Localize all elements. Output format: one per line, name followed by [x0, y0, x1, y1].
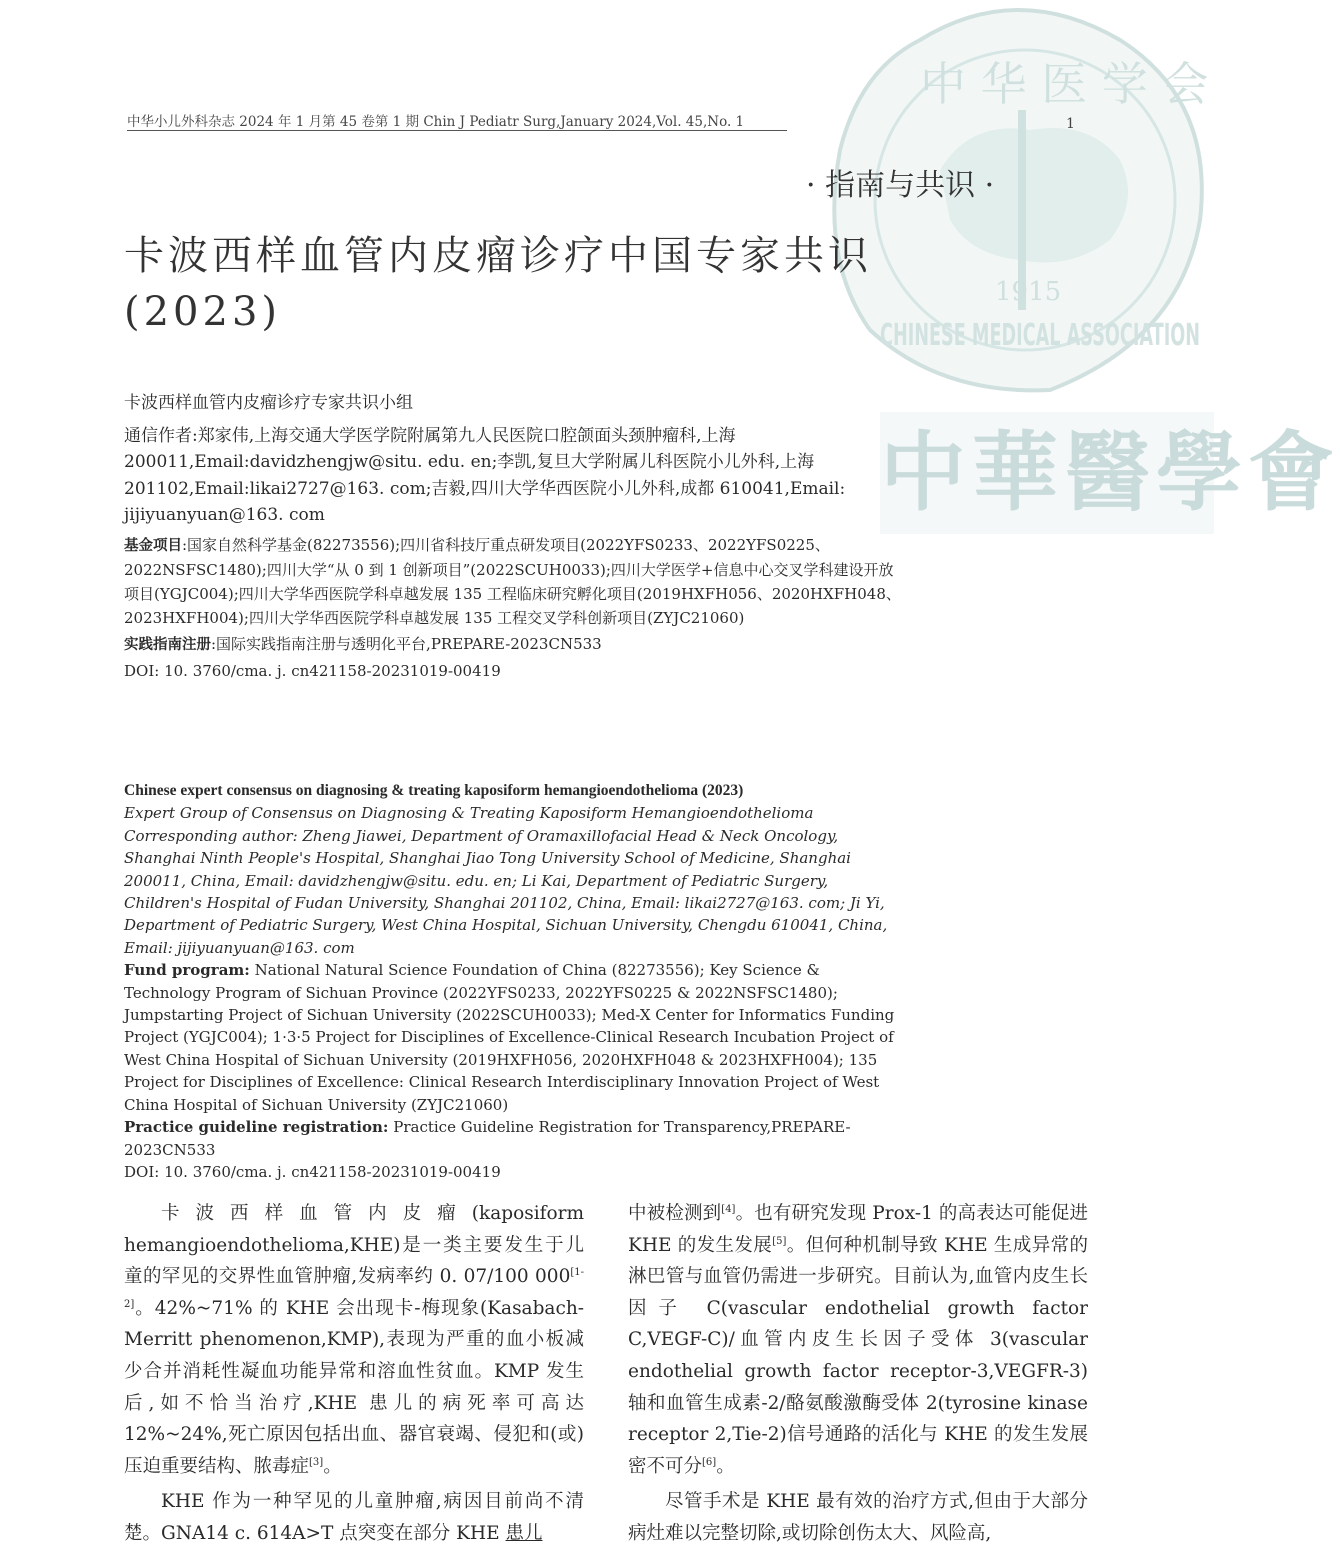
- text-run: 。42%~71% 的 KHE 会出现卡-梅现象(Kasabach-Merritt phenomenon,KMP),表现为严重的血小板减少合并消耗性凝血功能异常和溶血性贫血。KMP 发生后,如不恰当治疗,KHE 患儿的病死率可高达 12%~24%,死亡原因包括出血、器官衰竭、侵犯和(或)压迫重要结构、脓毒症: [124, 1297, 584, 1477]
- calligraphy-watermark: 中華醫學會: [880, 412, 1214, 534]
- title-line-2: (2023): [124, 289, 282, 335]
- english-doi: DOI: 10. 3760/cma. j. cn421158-20231019-00419: [124, 1162, 501, 1181]
- english-registration: [124, 1116, 902, 1161]
- text-run: 中被检测到: [628, 1203, 722, 1224]
- text-run: 。: [323, 1455, 342, 1477]
- column-label: · 指南与共识 ·: [806, 168, 995, 203]
- english-group: Expert Group of Consensus on Diagnosing & Treating Kaposiform Hemangioendothelioma: [124, 804, 814, 823]
- guideline-registration: [124, 632, 904, 657]
- citation[interactable]: [6]: [702, 1456, 717, 1468]
- paragraph: [124, 1198, 584, 1482]
- text-run: 。也有研究发现 Prox-1 的高表达可能促进 KHE 的发生发展: [628, 1203, 1088, 1256]
- english-corresponding: Corresponding author: Zheng Jiawei, Department of Oramaxillofacial Head & Neck Oncology, Shanghai Ninth People's Hospital, Shanghai Jiao Tong University School of Medicine, Shanghai 200011, China, Email: davidzhengjw@situ. edu. en; Li Kai, Department of Pediatric Surgery, Children's Hospital of Fudan University, Shanghai 201102, China, Email: likai2727@163. com; Ji Yi, Department of Pediatric Surgery, West China Hospital, Sichuan University, Chengdu 610041, China, Email: jijiyuanyuan@163. com: [124, 826, 888, 957]
- english-fund-label: Fund program:: [124, 961, 250, 980]
- fund-program: [124, 533, 904, 630]
- body-column-right: [628, 1198, 1088, 1550]
- underlined-text: 患儿: [505, 1522, 543, 1544]
- english-registration-label: Practice guideline registration:: [124, 1118, 389, 1137]
- citation[interactable]: [3]: [309, 1456, 324, 1468]
- registration-text: :国际实践指南注册与透明化平台,PREPARE-2023CN533: [211, 634, 602, 653]
- paragraph-continued: [628, 1198, 1088, 1482]
- body-column-left: [124, 1198, 584, 1550]
- paragraph: [124, 1486, 584, 1549]
- text-run: 。: [716, 1455, 735, 1477]
- seal-english-text: CHINESE MEDICAL ASSOCIATION: [880, 318, 1200, 353]
- english-registration-text: Practice Guideline Registration for Transparency,PREPARE-2023CN533: [124, 1118, 851, 1159]
- journal-running-header: 中华小儿外科杂志 2024 年 1 月第 45 卷第 1 期 Chin J Pediatr Surg,January 2024,Vol. 45,No. 1: [127, 114, 745, 130]
- fund-text: :国家自然科学基金(82273556);四川省科技厅重点研发项目(2022YFS0233、2022YFS0225、2022NSFSC1480);四川大学“从 0 到 1 创新项目”(2022SCUH0033);四川大学医学+信息中心交叉学科建设开放项目(YGJC004);四川大学华西医院学科卓越发展 135 工程临床研究孵化项目(2019HXFH056、2020HXFH048、2023HXFH004);四川大学华西医院学科卓越发展 135 工程交叉学科创新项目(ZYJC21060): [124, 535, 901, 627]
- english-metadata: [124, 780, 902, 1183]
- citation[interactable]: [5]: [772, 1235, 787, 1247]
- text-run: 卡波西样血管内皮瘤(kaposiform hemangioendothelioma,KHE)是一类主要发生于儿童的罕见的交界性血管肿瘤,发病率约 0. 07/100 000: [124, 1203, 584, 1288]
- seal-year: 1915: [995, 277, 1062, 307]
- paragraph: 尽管手术是 KHE 最有效的治疗方式,但由于大部分病灶难以完整切除,或切除创伤太大、风险高,: [628, 1491, 1088, 1544]
- english-title: Chinese expert consensus on diagnosing & treating kaposiform hemangioendothelioma (2023): [124, 782, 744, 799]
- citation[interactable]: [1-2]: [124, 1267, 584, 1310]
- english-fund: [124, 959, 902, 1116]
- fund-label: 基金项目: [124, 537, 182, 554]
- seal-top-text: 中 华 医 学 会: [920, 57, 1209, 111]
- text-run: KHE 作为一种罕见的儿童肿瘤,病因目前尚不清楚。GNA14 c. 614A>T 点突变在部分 KHE: [124, 1491, 584, 1544]
- page-number: 1: [1066, 116, 1075, 132]
- author-group: 卡波西样血管内皮瘤诊疗专家共识小组: [124, 393, 413, 413]
- text-run: 。但何种机制导致 KHE 生成异常的淋巴管与血管仍需进一步研究。目前认为,血管内皮生长因子 C(vascular endothelial growth factor C,VEGF-C)/血管内皮生长因子受体 3(vascular endothelial growth factor receptor-3,VEGFR-3)轴和血管生成素-2/酪氨酸激酶受体 2(tyrosine kinase receptor 2,Tie-2)信号通路的活化与 KHE 的发生发展密不可分: [628, 1234, 1088, 1477]
- article-title: [124, 228, 924, 340]
- citation[interactable]: [4]: [721, 1203, 736, 1215]
- chinese-metadata: [124, 390, 904, 683]
- header-rule: [127, 130, 787, 131]
- corresponding-author: 通信作者:郑家伟,上海交通大学医学院附属第九人民医院口腔颌面头颈肿瘤科,上海 200011,Email:davidzhengjw@situ. edu. en;李凯,复旦大学附属儿科医院小儿外科,上海 201102,Email:likai2727@163. com;吉毅,四川大学华西医院小儿外科,成都 610041,Email: jijiyuanyuan@163. com: [124, 425, 846, 525]
- english-fund-text: National Natural Science Foundation of China (82273556); Key Science & Technology Program of Sichuan Province (2022YFS0233, 2022YFS0225 & 2022NSFSC1480); Jumpstarting Project of Sichuan University (2022SCUH0033); Med-X Center for Informatics Funding Project (YGJC004); 1·3·5 Project for Disciplines of Excellence-Clinical Research Incubation Project of West China Hospital of Sichuan University (2019HXFH056, 2020HXFH048 & 2023HXFH004); 135 Project for Disciplines of Excellence: Clinical Research Interdisciplinary Innovation Project of West China Hospital of Sichuan University (ZYJC21060): [124, 961, 895, 1114]
- title-line-1: 卡波西样血管内皮瘤诊疗中国专家共识: [124, 233, 872, 279]
- registration-label: 实践指南注册: [124, 636, 211, 653]
- doi: DOI: 10. 3760/cma. j. cn421158-20231019-00419: [124, 661, 501, 680]
